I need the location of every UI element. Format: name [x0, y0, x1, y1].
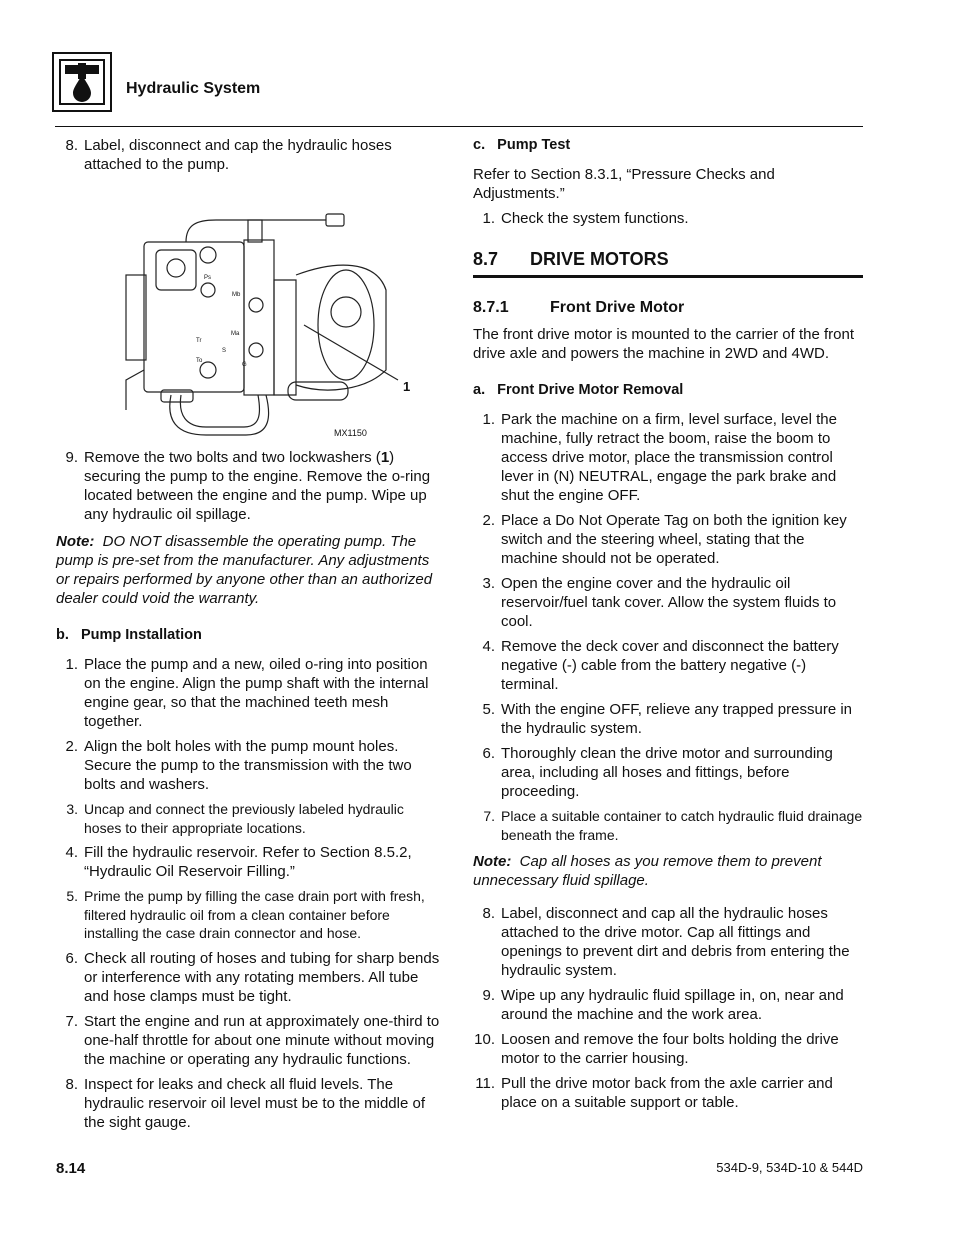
list-item: 3. Uncap and connect the previously labeled hydraulic hoses to their appropriate locations. — [66, 801, 404, 836]
list-item: 1. Park the machine on a firm, level surface, level the machine, fully retract the boom, raise the boom to access drive motor, place the transmission control lever in (N) NEUTRAL, engage the park brake and shut the engine OFF. — [482, 411, 837, 504]
port-label: G — [242, 362, 247, 368]
list-item: 4. Fill the hydraulic reservoir. Refer to Section 8.5.2, “Hydraulic Oil Reservoir Filling.” — [65, 844, 412, 880]
list-item: 8. Label, disconnect and cap all the hydraulic hoses attached to the drive motor. Cap all fittings and openings to prevent dirt and debris from entering the hydraulic system. — [482, 905, 850, 979]
header-rule — [55, 126, 863, 127]
pump-install-list — [56, 655, 444, 1132]
port-label: Tr — [196, 338, 202, 344]
port-label: Ps — [204, 275, 212, 281]
list-item: 7. Place a suitable container to catch hydraulic fluid drainage beneath the frame. — [483, 808, 863, 843]
list-item: 8. Inspect for leaks and check all fluid levels. The hydraulic reservoir oil level must be to the middle of the sight gauge. — [65, 1075, 425, 1131]
subheading: a. Front Drive Motor Removal — [473, 382, 684, 398]
removal-list — [473, 410, 863, 844]
list-item: 6. Thoroughly clean the drive motor and surrounding area, including all hoses and fittings, before proceeding. — [482, 745, 833, 800]
list-item: 9. Remove the two bolts and two lockwashers (1) securing the pump to the engine. Remove the o-ring located between the engine and the pump. Wipe up any hydraulic oil spillage. — [65, 449, 431, 523]
left-column — [56, 136, 444, 1138]
paragraph: The front drive motor is mounted to the carrier of the front drive axle and powers the machine in 2WD and 4WD. — [473, 326, 855, 362]
subheading: c. Pump Test — [473, 137, 571, 153]
subsection-heading: 8.7.1 Front Drive Motor — [473, 299, 685, 316]
model-list: 534D-9, 534D-10 & 544D — [716, 1160, 863, 1175]
hydraulic-pump-illustration — [56, 180, 444, 440]
list-item: 9. Wipe up any hydraulic fluid spillage in, on, near and around the machine and the work area. — [482, 987, 844, 1023]
hydraulic-system-logo — [52, 52, 112, 112]
page-number: 8.14 — [56, 1160, 86, 1177]
list-item: 5. Prime the pump by filling the case drain port with fresh, filtered hydraulic oil from a clean container before installing the case drain connector and hose. — [66, 888, 425, 941]
list-item: 2. Align the bolt holes with the pump mount holes. Secure the pump to the transmission with the two bolts and washers. — [65, 738, 412, 793]
list-item: 1. Check the system functions. — [482, 210, 689, 227]
list-item: 3. Open the engine cover and the hydraulic oil reservoir/fuel tank cover. Allow the system fluids to cool. — [482, 575, 837, 630]
list-item: 2. Place a Do Not Operate Tag on both the ignition key switch and the steering wheel, stating that the machine should not be operated. — [482, 512, 847, 567]
list-item: 6. Check all routing of hoses and tubing for sharp bends or interference with any rotating members. All tube and hose clamps must be tight. — [65, 949, 440, 1005]
removal-list-continued — [473, 904, 863, 1112]
list-item: 10. Loosen and remove the four bolts holding the drive motor to the carrier housing. — [474, 1031, 839, 1067]
port-label: Ma — [231, 331, 240, 337]
paragraph: Refer to Section 8.3.1, “Pressure Checks and Adjustments.” — [473, 166, 775, 202]
note: Note: Cap all hoses as you remove them to prevent unnecessary fluid spillage. — [473, 853, 822, 889]
port-label: Mb — [232, 292, 241, 298]
list-item: 1. Place the pump and a new, oiled o-ring into position on the engine. Align the pump shaft with the internal engine gear, so that the machined teeth mesh together. — [65, 656, 429, 730]
section-heading: 8.7 DRIVE MOTORS — [473, 250, 863, 278]
figure-code-label: MX1150 — [334, 428, 367, 438]
list-item: 7. Start the engine and run at approximately one-third to one-half throttle for about one minute without moving the machine or operating any hydraulic functions. — [65, 1012, 440, 1068]
list-item: 8. Label, disconnect and cap the hydraulic hoses attached to the pump. — [65, 137, 392, 173]
pump-figure — [56, 180, 444, 440]
subheading: b. Pump Installation — [56, 627, 202, 643]
list-item: 4. Remove the deck cover and disconnect the battery negative (-) cable from the battery negative (-) terminal. — [482, 638, 839, 693]
note: Note: DO NOT disassemble the operating pump. The pump is pre-set from the manufacturer. Any adjustments or repairs performed by anyone other than an authorized dealer could void the warranty. — [56, 533, 433, 607]
port-label: S — [222, 348, 227, 354]
section-title: Hydraulic System — [126, 80, 261, 97]
list-item: 5. With the engine OFF, relieve any trapped pressure in the hydraulic system. — [482, 701, 853, 737]
port-label: To — [196, 358, 203, 364]
list-item: 11. Pull the drive motor back from the axle carrier and place on a suitable support or table. — [475, 1075, 833, 1111]
figure-callout: 1 — [403, 379, 411, 394]
right-column — [473, 136, 863, 1118]
oil-drop-icon — [61, 61, 103, 103]
